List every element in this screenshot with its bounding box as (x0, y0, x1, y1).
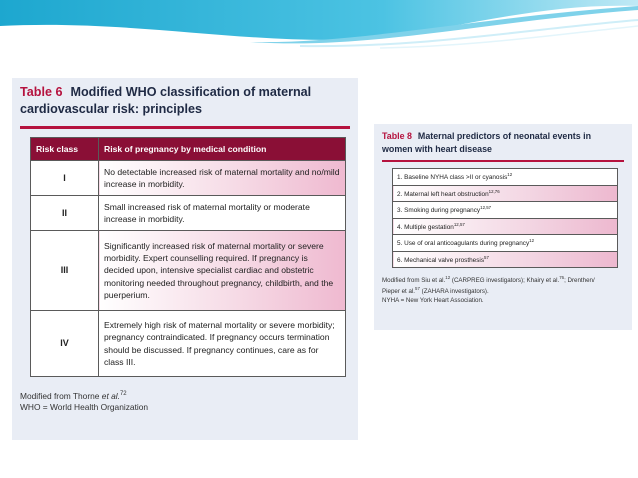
table-8-footnotes (382, 274, 624, 305)
source-note-ref: 12 (445, 275, 451, 280)
table-6-divider (20, 126, 350, 129)
risk-description-cell: Significantly increased risk of maternal mortality or severe morbidity. Expert counselling required. If pregnancy is decided upon, intensive specialist cardiac and obstetric monitoring needed throughout pregnancy, childbirth, and the puerperium. (99, 231, 346, 311)
predictor-ref: 12,57 (480, 205, 492, 211)
predictor-ref: 57 (484, 254, 489, 260)
nyha-abbreviation-note: NYHA = New York Heart Association. (382, 296, 484, 304)
table-8-divider (382, 160, 624, 162)
source-note-etal: et al. (101, 390, 120, 401)
table-8-number: Table 8 (382, 131, 412, 141)
source-note-text: Pieper et al. (382, 288, 416, 296)
source-note-text: Modified from Thorne (20, 390, 102, 401)
table-8-panel (374, 124, 632, 330)
table-8-title (382, 130, 624, 155)
table-row (393, 202, 618, 219)
source-note (382, 274, 624, 285)
table-6-number: Table 6 (20, 85, 63, 99)
table-row (393, 185, 618, 202)
table-6-footnotes (20, 389, 350, 414)
table-8-title-text: Maternal predictors of neonatal events in women with heart disease (382, 131, 592, 154)
header-swoosh-decoration (0, 0, 638, 60)
table-row (393, 251, 618, 268)
predictor-ref: 12,57 (453, 221, 465, 227)
header-risk-of-pregnancy: Risk of pregnancy by medical condition (99, 138, 346, 161)
predictor-cell (393, 251, 618, 268)
predictor-text: 4. Multiple gestation (397, 223, 454, 231)
risk-class-cell: I (31, 161, 99, 196)
risk-description-cell: No detectable increased risk of maternal mortality and no/mild increase in morbidity. (99, 161, 346, 196)
who-abbreviation-note: WHO = World Health Organization (20, 402, 149, 413)
source-note-text: (CARPREG investigators); Khairy et al. (450, 277, 560, 285)
predictor-ref: 12 (507, 172, 513, 178)
table-row (31, 231, 346, 311)
risk-class-cell: IV (31, 311, 99, 377)
predictor-ref: 12 (529, 238, 535, 244)
table-row (31, 161, 346, 196)
source-note-text: (ZAHARA investigators). (419, 288, 489, 296)
table-row (31, 196, 346, 231)
predictor-text: 2. Maternal left heart obstruction (397, 190, 489, 198)
table-6-panel (12, 78, 358, 440)
predictor-cell (393, 169, 618, 186)
risk-class-cell: III (31, 231, 99, 311)
source-note-continued (382, 285, 624, 296)
predictor-ref: 12,76 (488, 188, 500, 194)
source-note-text: Modified from Siu et al. (382, 277, 446, 285)
predictor-cell (393, 218, 618, 235)
source-note-text: ; Drenthen/ (564, 277, 595, 285)
predictor-text: 6. Mechanical valve prosthesis (397, 256, 485, 264)
predictor-text: 3. Smoking during pregnancy (397, 207, 481, 215)
source-note-ref: 72 (119, 391, 127, 397)
table-header-row (31, 138, 346, 161)
who-risk-table (30, 137, 346, 377)
predictor-cell (393, 202, 618, 219)
predictor-text: 5. Use of oral anticoagulants during pregnancy (397, 240, 530, 248)
table-row (393, 218, 618, 235)
table-row (393, 235, 618, 252)
source-note-ref: 57 (415, 286, 420, 292)
source-note-ref: 76 (559, 275, 565, 280)
neonatal-predictors-table (392, 168, 618, 268)
risk-class-cell: II (31, 196, 99, 231)
table-row (393, 169, 618, 186)
table-6-title-text: Modified WHO classification of maternal cardiovascular risk: principles (20, 85, 312, 116)
predictor-cell (393, 235, 618, 252)
header-risk-class: Risk class (31, 138, 99, 161)
table-6-title (20, 84, 350, 118)
risk-description-cell: Small increased risk of maternal mortality or moderate increase in morbidity. (99, 196, 346, 231)
risk-description-cell: Extremely high risk of maternal mortality or severe morbidity; pregnancy contraindicated. If pregnancy occurs termination should be discussed. If pregnancy continues, care as for class III. (99, 311, 346, 377)
source-note (20, 389, 350, 402)
predictor-cell (393, 185, 618, 202)
predictor-text: 1. Baseline NYHA class >II or cyanosis (397, 174, 508, 182)
table-row (31, 311, 346, 377)
